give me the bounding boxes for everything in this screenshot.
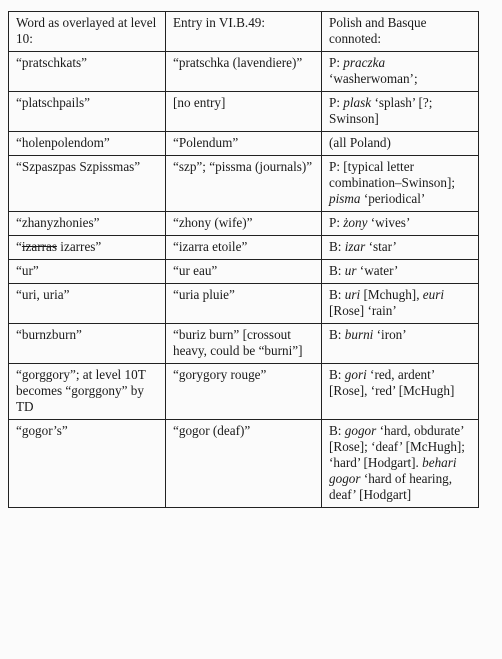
entry-cell: “pratschka (lavendiere)” xyxy=(166,52,322,92)
connoted-cell xyxy=(322,212,479,236)
word-cell: “gogor’s” xyxy=(9,420,166,508)
connoted-text: ‘red, ardent’ [Rose], ‘red’ [McHugh] xyxy=(329,367,455,398)
connoted-text: plask xyxy=(343,95,372,110)
word-cell: “pratschkats” xyxy=(9,52,166,92)
entry-cell: [no entry] xyxy=(166,92,322,132)
entry-cell: “ur eau” xyxy=(166,260,322,284)
connoted-cell xyxy=(322,52,479,92)
connoted-text: gogor xyxy=(344,423,377,438)
connoted-text: pisma xyxy=(329,191,361,206)
entry-cell: “Polendum” xyxy=(166,132,322,156)
connoted-text: żony xyxy=(343,215,368,230)
entry-cell: “gogor (deaf)” xyxy=(166,420,322,508)
entry-cell: “zhony (wife)” xyxy=(166,212,322,236)
connoted-text: gori xyxy=(344,367,367,382)
table-row xyxy=(9,284,479,324)
word-cell: “Szpaszpas Szpissmas” xyxy=(9,156,166,212)
table-row xyxy=(9,212,479,236)
connoted-cell xyxy=(322,324,479,364)
table-row xyxy=(9,260,479,284)
connoted-text: [Rose] ‘rain’ xyxy=(329,303,397,318)
connoted-text: P: xyxy=(329,95,344,110)
table-row xyxy=(9,364,479,420)
connoted-text: ‘washerwoman’; xyxy=(329,71,418,86)
entry-cell: “izarra etoile” xyxy=(166,236,322,260)
entry-cell: “uria pluie” xyxy=(166,284,322,324)
connoted-text: ‘water’ xyxy=(356,263,399,278)
connoted-text: euri xyxy=(422,287,445,302)
word-text: izarres” xyxy=(57,239,102,254)
table-row xyxy=(9,156,479,212)
connoted-text: P: xyxy=(329,215,344,230)
connoted-text: behari gogor xyxy=(329,455,457,486)
word-cell: “zhanyzhonies” xyxy=(9,212,166,236)
connoted-text: B: xyxy=(329,423,345,438)
connoted-text: uri xyxy=(344,287,361,302)
connoted-text: ‘splash’ [?; Swinson] xyxy=(329,95,433,126)
connoted-text: ur xyxy=(344,263,357,278)
connoted-text: burni xyxy=(344,327,374,342)
header-entry: Entry in VI.B.49: xyxy=(166,12,322,52)
connoted-cell xyxy=(322,92,479,132)
word-cell xyxy=(9,236,166,260)
connoted-text: ‘wives’ xyxy=(367,215,411,230)
connoted-text: [Mchugh], xyxy=(360,287,423,302)
connoted-text: ‘iron’ xyxy=(373,327,407,342)
connoted-text: B: xyxy=(329,367,345,382)
header-row xyxy=(9,12,479,52)
table-row xyxy=(9,92,479,132)
word-text: “ xyxy=(16,239,22,254)
connoted-text: B: xyxy=(329,239,345,254)
table-row xyxy=(9,52,479,92)
connoted-text: B: xyxy=(329,327,345,342)
entry-cell: “szp”; “pissma (journals)” xyxy=(166,156,322,212)
connoted-cell xyxy=(322,420,479,508)
header-word: Word as overlayed at level 10: xyxy=(9,12,166,52)
entry-cell: “gorygory rouge” xyxy=(166,364,322,420)
connoted-text: (all Poland) xyxy=(329,135,391,150)
word-cell: “holenpolendom” xyxy=(9,132,166,156)
table-row xyxy=(9,420,479,508)
connoted-text: ‘hard of hearing, deaf’ [Hodgart] xyxy=(329,471,453,502)
connoted-cell xyxy=(322,132,479,156)
connoted-cell xyxy=(322,236,479,260)
table-row xyxy=(9,132,479,156)
connoted-text: B: xyxy=(329,287,345,302)
connoted-cell xyxy=(322,260,479,284)
connoted-cell xyxy=(322,156,479,212)
word-cell: “ur” xyxy=(9,260,166,284)
connoted-text: P: xyxy=(329,55,344,70)
connoted-text: B: xyxy=(329,263,345,278)
glossary-table xyxy=(8,11,479,508)
connoted-text: izar xyxy=(344,239,366,254)
connoted-cell xyxy=(322,284,479,324)
word-cell: “gorggory”; at level 10T becomes “gorggony” by TD xyxy=(9,364,166,420)
connoted-text: ‘hard, obdurate’ [Rose]; ‘deaf’ [McHugh]; ‘hard’ [Hodgart]. xyxy=(329,423,465,470)
entry-cell: “buriz burn” [crossout heavy, could be “burni”] xyxy=(166,324,322,364)
word-text: izarras xyxy=(21,239,57,254)
table-body xyxy=(9,52,479,508)
word-cell: “platschpails” xyxy=(9,92,166,132)
word-cell: “burnzburn” xyxy=(9,324,166,364)
table-row xyxy=(9,324,479,364)
connoted-text: P: [typical letter combination–Swinson]; xyxy=(329,159,456,190)
connoted-text: ‘periodical’ xyxy=(360,191,426,206)
table-row xyxy=(9,236,479,260)
connoted-text: ‘star’ xyxy=(365,239,397,254)
connoted-text: praczka xyxy=(343,55,386,70)
connoted-cell xyxy=(322,364,479,420)
word-cell: “uri, uria” xyxy=(9,284,166,324)
header-connoted: Polish and Basque connoted: xyxy=(322,12,479,52)
